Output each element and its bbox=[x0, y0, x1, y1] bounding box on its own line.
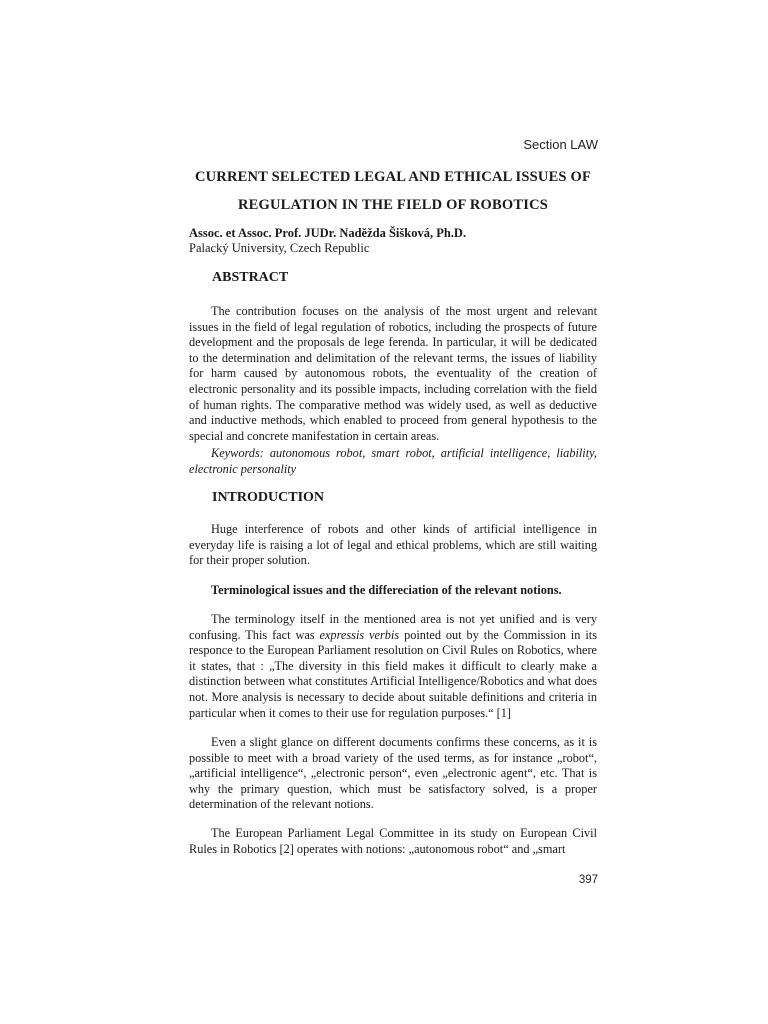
abstract-text: The contribution focuses on the analysis of the most urgent and relevant issues in the field of legal regulation of robotics, including the prospects of future development and the proposals de lege ferenda. In particular, it will be dedicated to the determination and delimitation of the relevant terms, the issues of liability for harm caused by autonomous robots, the eventuality of the creation of electronic personality and its possible impacts, including correlation with the field of human rights. The comparative method was widely used, as well as deductive and inductive methods, which enabled to proceed from general hypothesis to the special and concrete manifestation in certain areas. bbox=[189, 304, 597, 443]
author-block bbox=[189, 226, 597, 256]
terminology-paragraph-1 bbox=[189, 612, 597, 721]
terminology-p1-emphasis: expressis verbis bbox=[319, 627, 400, 642]
introduction-heading: INTRODUCTION bbox=[212, 490, 325, 505]
paper-title bbox=[188, 163, 598, 219]
title-line-2: REGULATION IN THE FIELD OF ROBOTICS bbox=[237, 197, 549, 213]
terminology-paragraph-2: Even a slight glance on different documents confirms these concerns, as it is possible to meet with a broad variety of the used terms, as for instance „robot“, „artificial intelligence“, „electronic person“, even „electronic agent“, etc. That is why the primary question, which must be satisfactory solved, is a proper determination of the relevant notions. bbox=[189, 735, 597, 812]
keywords: Keywords: autonomous robot, smart robot, artificial intelligence, liability, electronic personality bbox=[189, 446, 597, 476]
author-affiliation: Palacký University, Czech Republic bbox=[189, 241, 370, 255]
abstract-heading: ABSTRACT bbox=[212, 270, 289, 285]
introduction-text: Huge interference of robots and other kinds of artificial intelligence in everyday life is raising a lot of legal and ethical problems, which are still waiting for their proper solution. bbox=[189, 522, 597, 568]
terminology-p1-after: pointed out by the Commission in its responce to the European Parliament resolution on Civil Rules on Robotics, where it states, that : „The diversity in this field makes it difficult to clearly make a distinction between what constitutes Artificial Intelligence/Robotics and what does not. More analysis is necessary to decide about suitable definitions and criteria in particular when it comes to their use for regulation purposes.“ [1] bbox=[189, 627, 597, 720]
terminology-heading: Terminological issues and the differeciation of the relevant notions. bbox=[211, 583, 562, 597]
terminology-p1-before: The terminology itself in the mentioned area is not yet unified and is very confusing. This fact was bbox=[189, 612, 597, 642]
title-line-1: CURRENT SELECTED LEGAL AND ETHICAL ISSUES OF bbox=[194, 169, 592, 185]
author-name: Assoc. et Assoc. Prof. JUDr. Naděžda Šišková, Ph.D. bbox=[189, 226, 467, 240]
terminology-paragraph-3: The European Parliament Legal Committee in its study on European Civil Rules in Robotics [2] operates with notions: „autonomous robot“ and „smart bbox=[189, 826, 597, 856]
page-number: 397 bbox=[578, 874, 598, 886]
section-label: Section LAW bbox=[523, 137, 598, 152]
